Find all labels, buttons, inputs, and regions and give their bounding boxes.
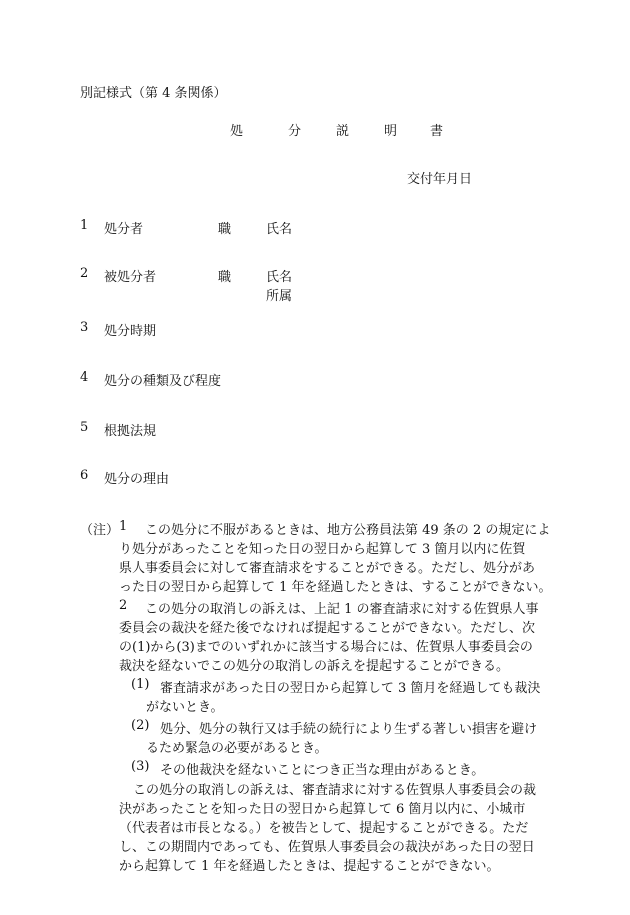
note-line: り処分があったことを知った日の翌日から起算して 3 箇月以内に佐賀: [119, 542, 526, 557]
item-label: 処分の理由: [104, 472, 170, 487]
item-label: 処分時期: [104, 324, 157, 339]
note-line: るため緊急の必要があるとき。: [146, 741, 328, 756]
note-line: その他裁決を経ないことにつき正当な理由があるとき。: [160, 763, 485, 778]
item-number: 5: [80, 420, 89, 435]
note-line: この処分の取消しの訴えは、審査請求に対する佐賀県人事委員会の裁: [133, 783, 537, 798]
name-label: 氏名: [266, 270, 293, 285]
notes-prefix: （注）: [80, 523, 120, 538]
name-label: 氏名: [266, 222, 293, 237]
item-number: 2: [80, 266, 89, 281]
item-label: 処分の種類及び程度: [104, 374, 222, 389]
title-char: 処: [230, 124, 244, 139]
note-line: し、この期間内であっても、佐賀県人事委員会の裁決があった日の翌日: [119, 840, 535, 855]
note-line: から起算して 1 年を経過したときは、提起することができない。: [119, 859, 500, 874]
item-number: 3: [80, 320, 89, 335]
item-number: 6: [80, 468, 89, 483]
post-label: 職: [218, 222, 232, 237]
note-line: この処分に不服があるときは、地方公務員法第 49 条の 2 の規定によ: [145, 523, 551, 538]
note-line: 裁決を経ないでこの処分の取消しの訴えを提起することができる。: [119, 659, 510, 674]
item-number: 1: [80, 218, 89, 233]
note-line: った日の翌日から起算して 1 年を経過したときは、することができない。: [119, 580, 552, 595]
issue-date-label: 交付年月日: [407, 172, 473, 187]
note-number: 1: [119, 519, 128, 534]
item-label: 処分者: [104, 222, 144, 237]
item-label: 被処分者: [104, 270, 157, 285]
sub-item-number: (3): [131, 759, 150, 774]
item-number: 4: [80, 370, 89, 385]
document-title: [230, 120, 443, 139]
title-char: 説: [336, 124, 350, 139]
title-char: 明: [384, 124, 398, 139]
post-label: 職: [218, 270, 232, 285]
note-number: 2: [119, 598, 128, 613]
title-char: 書: [430, 124, 444, 139]
note-line: 処分、処分の執行又は手続の続行により生ずる著しい損害を避け: [160, 722, 538, 737]
item-label: 根拠法規: [104, 424, 157, 439]
note-line: 審査請求があった日の翌日から起算して 3 箇月を経過しても裁決: [160, 681, 541, 696]
department-label: 所属: [266, 289, 293, 304]
form-label: 別記様式（第 4 条関係）: [80, 86, 227, 101]
title-char: 分: [288, 124, 302, 139]
note-line: 決があったことを知った日の翌日から起算して 6 箇月以内に、小城市: [119, 802, 526, 817]
note-line: 委員会の裁決を経た後でなければ提起することができない。ただし、次: [119, 621, 536, 636]
note-line: 県人事委員会に対して審査請求をすることができる。ただし、処分があ: [119, 561, 536, 576]
note-line: この処分の取消しの訴えは、上記 1 の審査請求に対する佐賀県人事: [145, 602, 539, 617]
note-line: （代表者は市長となる。）を被告として、提起することができる。ただ: [119, 821, 529, 836]
note-line: の(1)から(3)までのいずれかに該当する場合には、佐賀県人事委員会の: [119, 640, 533, 655]
note-line: がないとき。: [146, 700, 224, 715]
sub-item-number: (1): [131, 677, 150, 692]
sub-item-number: (2): [131, 718, 150, 733]
